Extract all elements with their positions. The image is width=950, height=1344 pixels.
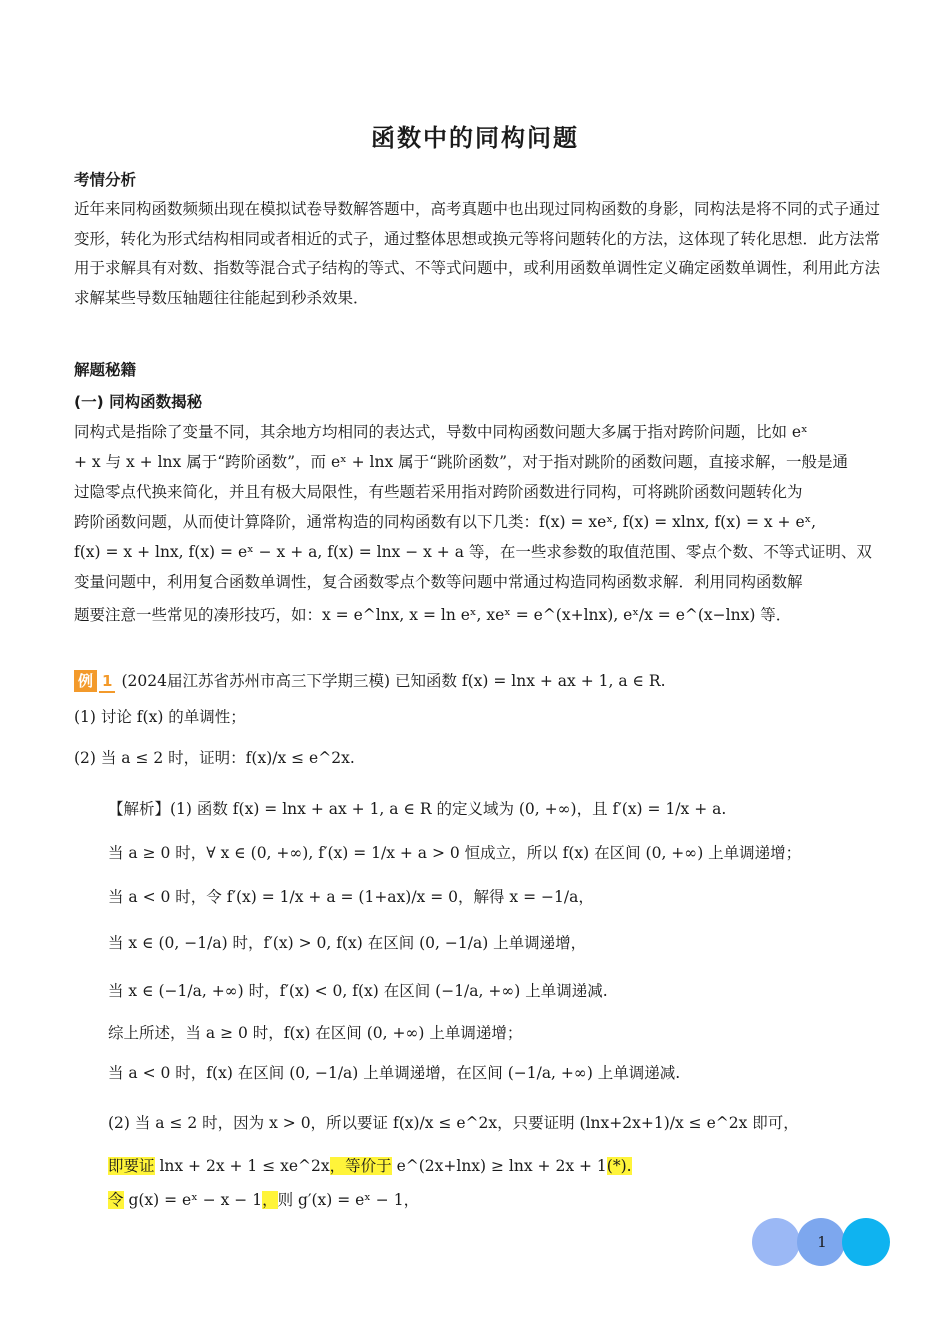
footer-circle-left xyxy=(752,1218,800,1266)
solution-line-8: (2) 当 a ≤ 2 时，因为 x > 0，所以要证 f(x)/x ≤ e^2x，只要证明 (lnx+2x+1)/x ≤ e^2x 即可， xyxy=(108,1114,799,1132)
highlight-let: 令 xyxy=(108,1191,124,1209)
tips-line-6: 变量问题中，利用复合函数单调性，复合函数零点个数等问题中常通过构造同构函数求解．利用同构函数解 xyxy=(74,573,803,591)
page-title: 函数中的同构问题 xyxy=(371,123,579,152)
subsection-heading: (一) 同构函数揭秘 xyxy=(74,393,203,411)
tips-line-3: 过隐零点代换来简化，并且有极大局限性，有些题若采用指对跨阶函数进行同构，可将跳阶函数问题转化为 xyxy=(74,483,803,501)
tips-line-5: f(x) = x + lnx, f(x) = eˣ − x + a, f(x) = lnx − x + a 等，在一些求参数的取值范围、零点个数、不等式证明、双 xyxy=(74,543,872,561)
section-heading-analysis: 考情分析 xyxy=(74,171,137,189)
solution-line-3: 当 a < 0 时，令 f′(x) = 1/x + a = (1+ax)/x = 0，解得 x = −1/a， xyxy=(108,888,594,906)
inequality-text: lnx + 2x + 1 ≤ xe^2x xyxy=(154,1157,330,1175)
example-stem: 已知函数 f(x) = lnx + ax + 1, a ∈ R. xyxy=(394,672,666,690)
section-heading-tips: 解题秘籍 xyxy=(74,361,137,379)
analysis-paragraph: 近年来同构函数频频出现在模拟试卷导数解答题中，高考真题中也出现过同构函数的身影，同构法是将不同的式子通过变形，转化为形式结构相同或者相近的式子，通过整体思想或换元等将问题转化的方法，这体现了转化思想．此方法常用于求解具有对数、指数等混合式子结构的等式、不等式问题中，或利用函数单调性定义确定函数单调性，利用此方法求解某些导数压轴题往往能起到秒杀效果． xyxy=(74,200,881,307)
equivalent-text: e^(2x+lnx) ≥ lnx + 2x + 1 xyxy=(391,1157,607,1175)
solution-line-1: 【解析】(1) 函数 f(x) = lnx + ax + 1, a ∈ R 的定义域为 (0, +∞)，且 f′(x) = 1/x + a. xyxy=(108,800,727,818)
solution-line-2: 当 a ≥ 0 时，∀ x ∈ (0, +∞), f′(x) = 1/x + a > 0 恒成立，所以 f(x) 在区间 (0, +∞) 上单调递增； xyxy=(108,844,802,862)
solution-line-9 xyxy=(108,1153,632,1179)
tips-line-1: 同构式是指除了变量不同，其余地方均相同的表达式，导数中同构函数问题大多属于指对跨阶问题，比如 eˣ xyxy=(74,423,808,441)
page-number: 1 xyxy=(817,1233,827,1251)
g-derivative: 则 g′(x) = eˣ − 1， xyxy=(277,1191,420,1209)
example-number: 1 xyxy=(99,671,115,693)
solution-line-6: 综上所述，当 a ≥ 0 时，f(x) 在区间 (0, +∞) 上单调递增； xyxy=(108,1024,523,1042)
tips-line-4: 跨阶函数问题，从而使计算降阶，通常构造的同构函数有以下几类：f(x) = xeˣ, f(x) = xlnx, f(x) = x + eˣ, xyxy=(74,513,817,531)
example-source: (2024届江苏省苏州市高三下学期三模) xyxy=(121,672,390,690)
highlight-star: (*). xyxy=(606,1157,632,1175)
highlight-equivalent: ，等价于 xyxy=(329,1157,392,1175)
highlight-comma: ， xyxy=(262,1191,278,1209)
solution-line-7: 当 a < 0 时，f(x) 在区间 (0, −1/a) 上单调递增，在区间 (−1/a, +∞) 上单调递减. xyxy=(108,1064,681,1082)
solution-line-4: 当 x ∈ (0, −1/a) 时，f′(x) > 0, f(x) 在区间 (0, −1/a) 上单调递增， xyxy=(108,934,587,952)
example-tag: 例 xyxy=(74,670,97,692)
tips-line-2: + x 与 x + lnx 属于“跨阶函数”，而 eˣ + lnx 属于“跳阶函数”，对于指对跳阶的函数问题，直接求解，一般是通 xyxy=(74,453,849,471)
solution-line-10 xyxy=(108,1187,419,1213)
example-question-2: (2) 当 a ≤ 2 时，证明：f(x)/x ≤ e^2x. xyxy=(74,749,355,767)
example-header xyxy=(74,668,666,694)
highlight-to-prove: 即要证 xyxy=(108,1157,155,1175)
example-question-1: (1) 讨论 f(x) 的单调性； xyxy=(74,708,246,726)
g-definition: g(x) = eˣ − x − 1 xyxy=(123,1191,263,1209)
tips-line-7: 题要注意一些常见的凑形技巧，如：x = e^lnx, x = ln eˣ, xeˣ = e^(x+lnx), eˣ/x = e^(x−lnx) 等． xyxy=(74,606,792,624)
footer-circle-right xyxy=(842,1218,890,1266)
solution-line-5: 当 x ∈ (−1/a, +∞) 时，f′(x) < 0, f(x) 在区间 (−1/a, +∞) 上单调递减. xyxy=(108,982,608,1000)
